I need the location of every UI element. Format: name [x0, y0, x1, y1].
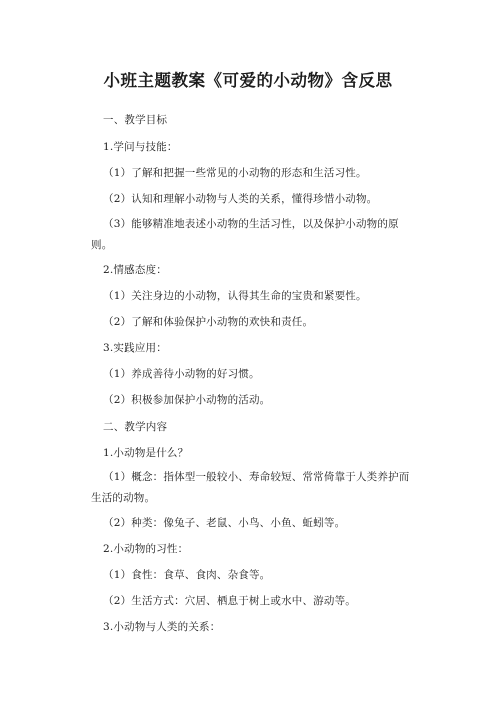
paragraph-line: （1）了解和把握一些常见的小动物的形态和生活习性。: [103, 167, 367, 179]
subsection-heading-habits: 2.小动物的习性：: [103, 543, 189, 555]
paragraph-line: （1）食性：食草、食肉、杂食等。: [103, 569, 271, 581]
section-heading-teaching-goals: 一、教学目标: [103, 114, 168, 126]
paragraph-line: （2）生活方式：穴居、栖息于树上或水中、游动等。: [103, 595, 356, 607]
subsection-heading-attitude: 2.情感态度：: [103, 264, 167, 276]
paragraph-line: （2）了解和体验保护小动物的欢快和责任。: [103, 316, 314, 328]
subsection-heading-knowledge: 1.学问与技能：: [103, 141, 178, 153]
subsection-heading-practice: 3.实践应用：: [103, 342, 167, 354]
paragraph-line: （1）关注身边的小动物，认得其生命的宝贵和紧要性。: [103, 290, 367, 302]
subsection-heading-what-are-small-animals: 1.小动物是什么？: [103, 447, 189, 459]
paragraph-wrapped: （3）能够精准地表述小动物的生活习性，以及保护小动物的原则。: [91, 218, 399, 251]
paragraph-line: （2）积极参加保护小动物的活动。: [103, 394, 271, 406]
paragraph-wrapped: （1）概念：指体型一般较小、寿命较短、常常倚靠于人类养护而生活的动物。: [91, 471, 410, 504]
paragraph-line: （2）认知和理解小动物与人类的关系，懂得珍惜小动物。: [103, 193, 378, 205]
section-heading-teaching-content: 二、教学内容: [103, 421, 168, 433]
document-title: 小班主题教案《可爱的小动物》含反思: [103, 71, 393, 90]
paragraph-line: （2）种类：像兔子、老鼠、小鸟、小鱼、蚯蚓等。: [103, 517, 346, 529]
subsection-heading-relationship: 3.小动物与人类的关系：: [103, 621, 221, 633]
paragraph-line: （1）养成善待小动物的好习惯。: [103, 368, 260, 380]
